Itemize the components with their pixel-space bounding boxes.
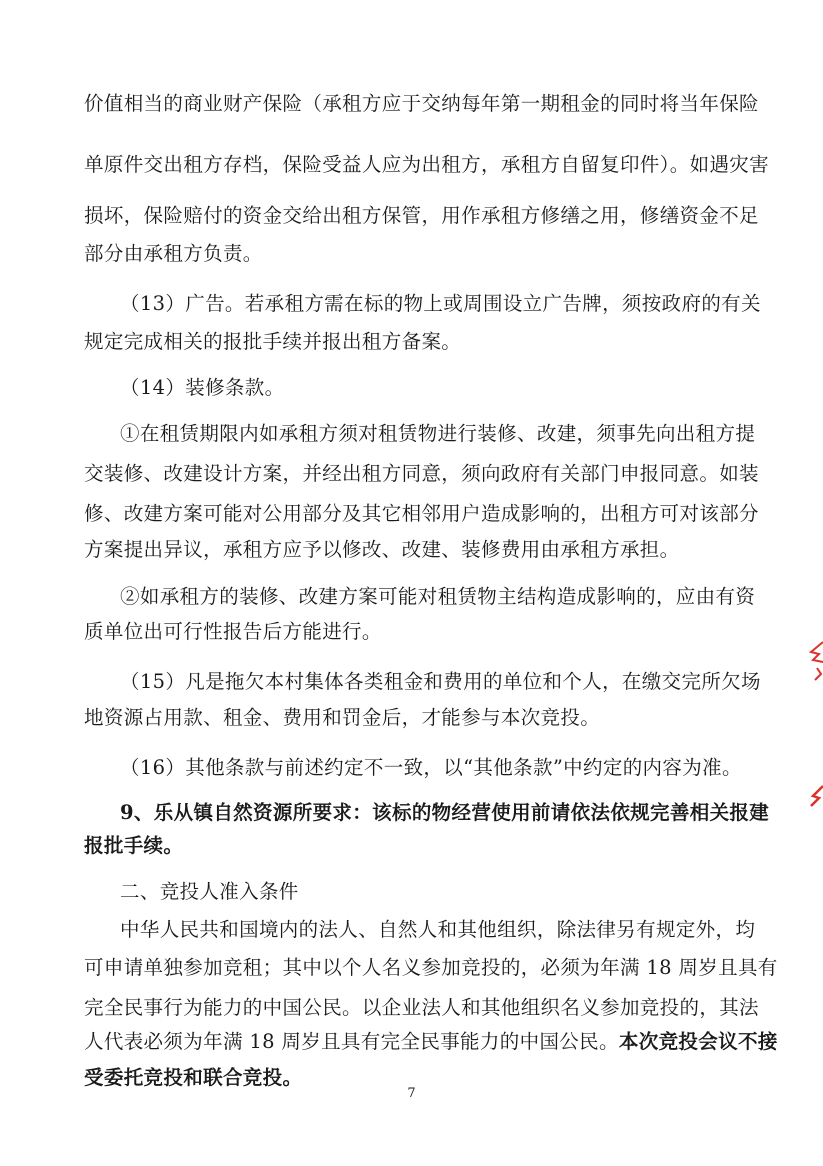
text-line: 质单位出可行性报告后方能进行。 [84,620,382,643]
clause-15-line: （15）凡是拖欠本村集体各类租金和费用的单位和个人，在缴交完所欠场 [120,670,761,693]
clause-14-item-1: ①在租赁期限内如承租方须对租赁物进行装修、改建，须事先向出租方提 [120,422,756,445]
text-line: 修、改建方案可能对公用部分及其它相邻用户造成影响的，出租方可对该部分 [84,502,759,525]
text-line [84,1030,778,1054]
text-line: 部分由承租方负责。 [84,242,263,265]
text-bold: 本次竞投会议不接 [618,1030,778,1053]
page-number: 7 [407,1086,416,1101]
clause-14-item-2: ②如承租方的装修、改建方案可能对租赁物主结构造成影响的，应由有资 [120,585,756,608]
text-line: 地资源占用款、租金、费用和罚金后，才能参与本次竞投。 [84,706,601,729]
seal-stamp-fragment [805,640,823,695]
clause-14-heading: （14）装修条款。 [120,376,285,399]
seal-stamp-fragment [805,780,823,835]
text-normal: 人代表必须为年满 18 周岁且具有完全民事能力的中国公民。 [84,1030,619,1053]
text-line: 单原件交出租方存档，保险受益人应为出租方，承租方自留复印件）。如遇灾害 [84,153,770,176]
clause-16-line: （16）其他条款与前述约定不一致，以“其他条款”中约定的内容为准。 [120,756,742,779]
text-line: 损坏，保险赔付的资金交给出租方保管，用作承租方修缮之用，修缮资金不足 [84,204,759,227]
text-line: 报批手续。 [84,834,184,857]
text-line: 规定完成相关的报批手续并报出租方备案。 [84,330,462,353]
text-line: 价值相当的商业财产保险（承租方应于交纳每年第一期租金的同时将当年保险 [84,92,759,115]
section-9-line: 9、乐从镇自然资源所要求：该标的物经营使用前请依法依规完善相关报建 [120,801,770,824]
text-line: 中华人民共和国境内的法人、自然人和其他组织，除法律另有规定外，均 [120,918,756,941]
text-line: 交装修、改建设计方案，并经出租方同意，须向政府有关部门申报同意。如装 [84,462,759,485]
clause-13-line: （13）广告。若承租方需在标的物上或周围设立广告牌，须按政府的有关 [120,292,761,315]
section-heading-bidder-conditions: 二、竞投人准入条件 [120,880,299,903]
text-line: 可申请单独参加竞租；其中以个人名义参加竞投的，必须为年满 18 周岁且具有 [84,956,778,979]
text-line: 完全民事行为能力的中国公民。以企业法人和其他组织名义参加竞投的，其法 [84,996,759,1019]
text-line: 受委托竞投和联合竞投。 [84,1066,303,1089]
text-line: 方案提出异议，承租方应予以修改、改建、装修费用由承租方承担。 [84,538,680,561]
